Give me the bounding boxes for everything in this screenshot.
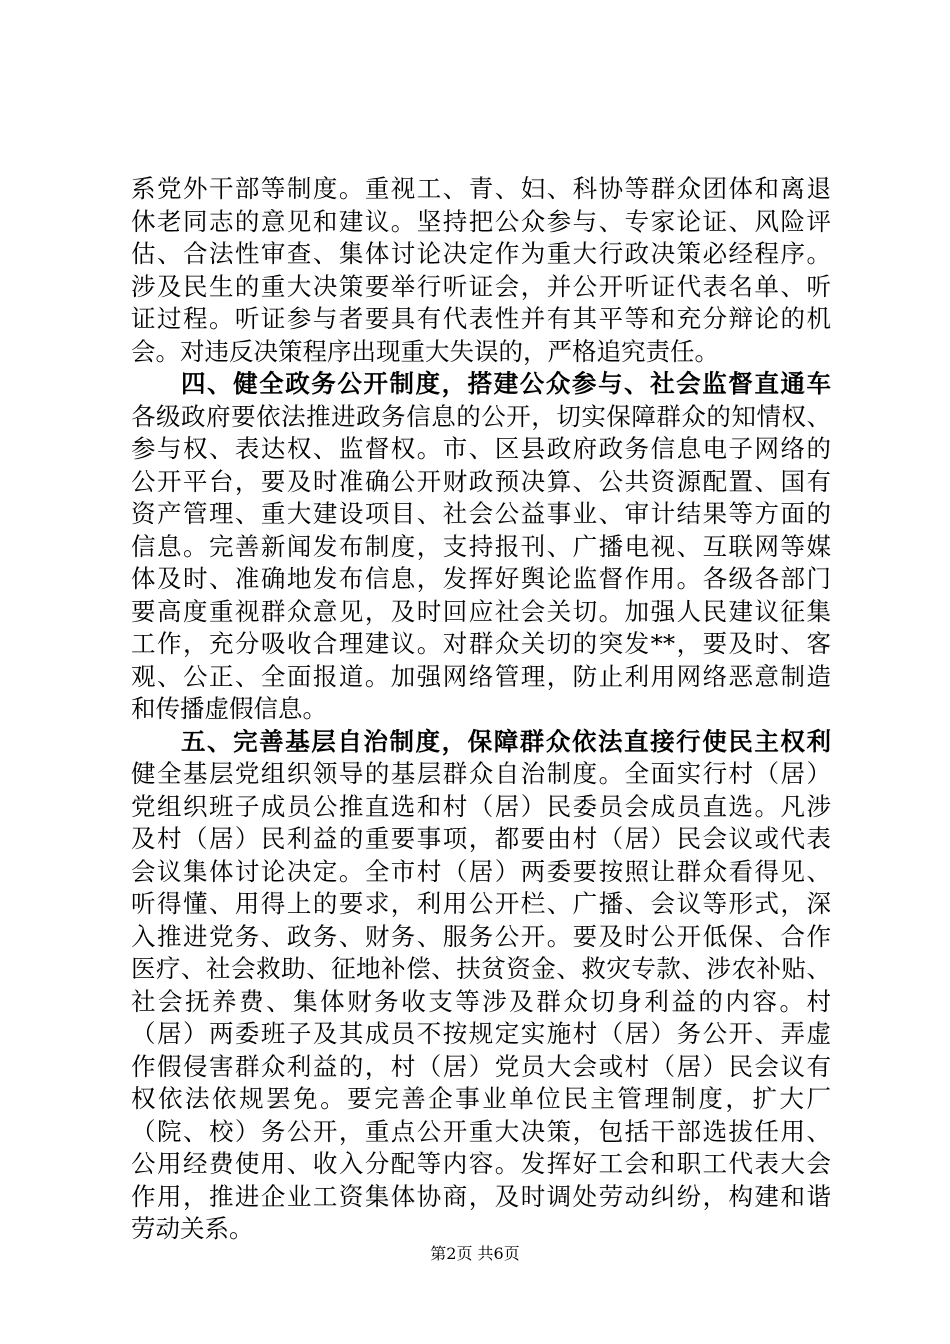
text-line: 各级政府要依法推进政务信息的公开，切实保障群众的知情权、	[131, 401, 831, 431]
text-line: 工作，充分吸收合理建议。对群众关切的突发**，要及时、客	[131, 629, 831, 658]
text-line: （院、校）务公开，重点公开重大决策，包括干部选拔任用、	[131, 1116, 831, 1146]
section-four	[131, 368, 831, 726]
paragraph-intro	[131, 173, 831, 368]
text-line: 作假侵害群众利益的，村（居）党员大会或村（居）民会议有	[131, 1051, 831, 1081]
text-line: （居）两委班子及其成员不按规定实施村（居）务公开、弄虚	[131, 1019, 831, 1048]
text-line: 会议集体讨论决定。全市村（居）两委要按照让群众看得见、	[131, 856, 831, 886]
text-line: 休老同志的意见和建议。坚持把公众参与、专家论证、风险评	[131, 206, 831, 236]
section-heading: 四、健全政务公开制度，搭建公众参与、社会监督直通车	[181, 369, 831, 398]
text-line: 系党外干部等制度。重视工、青、妇、科协等群众团体和离退	[131, 174, 831, 203]
text-line: 及村（居）民利益的重要事项，都要由村（居）民会议或代表	[131, 824, 831, 853]
section-heading: 五、完善基层自治制度，保障群众依法直接行使民主权利	[181, 726, 831, 756]
text-line: 作用，推进企业工资集体协商，及时调处劳动纠纷，构建和谐	[131, 1181, 831, 1211]
text-line: 要高度重视群众意见，及时回应社会关切。加强人民建议征集	[131, 596, 831, 626]
text-line: 涉及民生的重大决策要举行听证会，并公开听证代表名单、听	[131, 271, 831, 301]
text-line: 权依法依规罢免。要完善企事业单位民主管理制度，扩大厂	[131, 1084, 831, 1113]
text-line: 听得懂、用得上的要求，利用公开栏、广播、会议等形式，深	[131, 889, 831, 918]
document-body	[131, 173, 831, 1246]
section-five	[131, 726, 831, 1246]
text-line: 健全基层党组织领导的基层群众自治制度。全面实行村（居）	[131, 759, 831, 788]
text-line: 观、公正、全面报道。加强网络管理，防止利用网络恶意制造	[131, 661, 831, 691]
text-line: 证过程。听证参与者要具有代表性并有其平等和充分辩论的机	[131, 304, 831, 333]
text-line: 党组织班子成员公推直选和村（居）民委员会成员直选。凡涉	[131, 791, 831, 821]
text-line: 劳动关系。	[131, 1214, 254, 1243]
page-number-footer: 第2页 共6页	[430, 1244, 520, 1263]
text-line: 公开平台，要及时准确公开财政预决算、公共资源配置、国有	[131, 466, 831, 496]
text-line: 公用经费使用、收入分配等内容。发挥好工会和职工代表大会	[131, 1149, 831, 1178]
text-line: 信息。完善新闻发布制度，支持报刊、广播电视、互联网等媒	[131, 531, 831, 561]
text-line: 参与权、表达权、监督权。市、区县政府政务信息电子网络的	[131, 434, 831, 463]
text-line: 资产管理、重大建设项目、社会公益事业、审计结果等方面的	[131, 499, 831, 528]
text-line: 体及时、准确地发布信息，发挥好舆论监督作用。各级各部门	[131, 564, 831, 593]
text-line: 社会抚养费、集体财务收支等涉及群众切身利益的内容。村	[131, 986, 831, 1016]
text-line: 和传播虚假信息。	[131, 694, 327, 723]
text-line: 会。对违反决策程序出现重大失误的，严格追究责任。	[131, 336, 719, 366]
text-line: 入推进党务、政务、财务、服务公开。要及时公开低保、合作	[131, 921, 831, 951]
text-line: 估、合法性审查、集体讨论决定作为重大行政决策必经程序。	[131, 239, 831, 268]
text-line: 医疗、社会救助、征地补偿、扶贫资金、救灾专款、涉农补贴、	[131, 954, 831, 983]
